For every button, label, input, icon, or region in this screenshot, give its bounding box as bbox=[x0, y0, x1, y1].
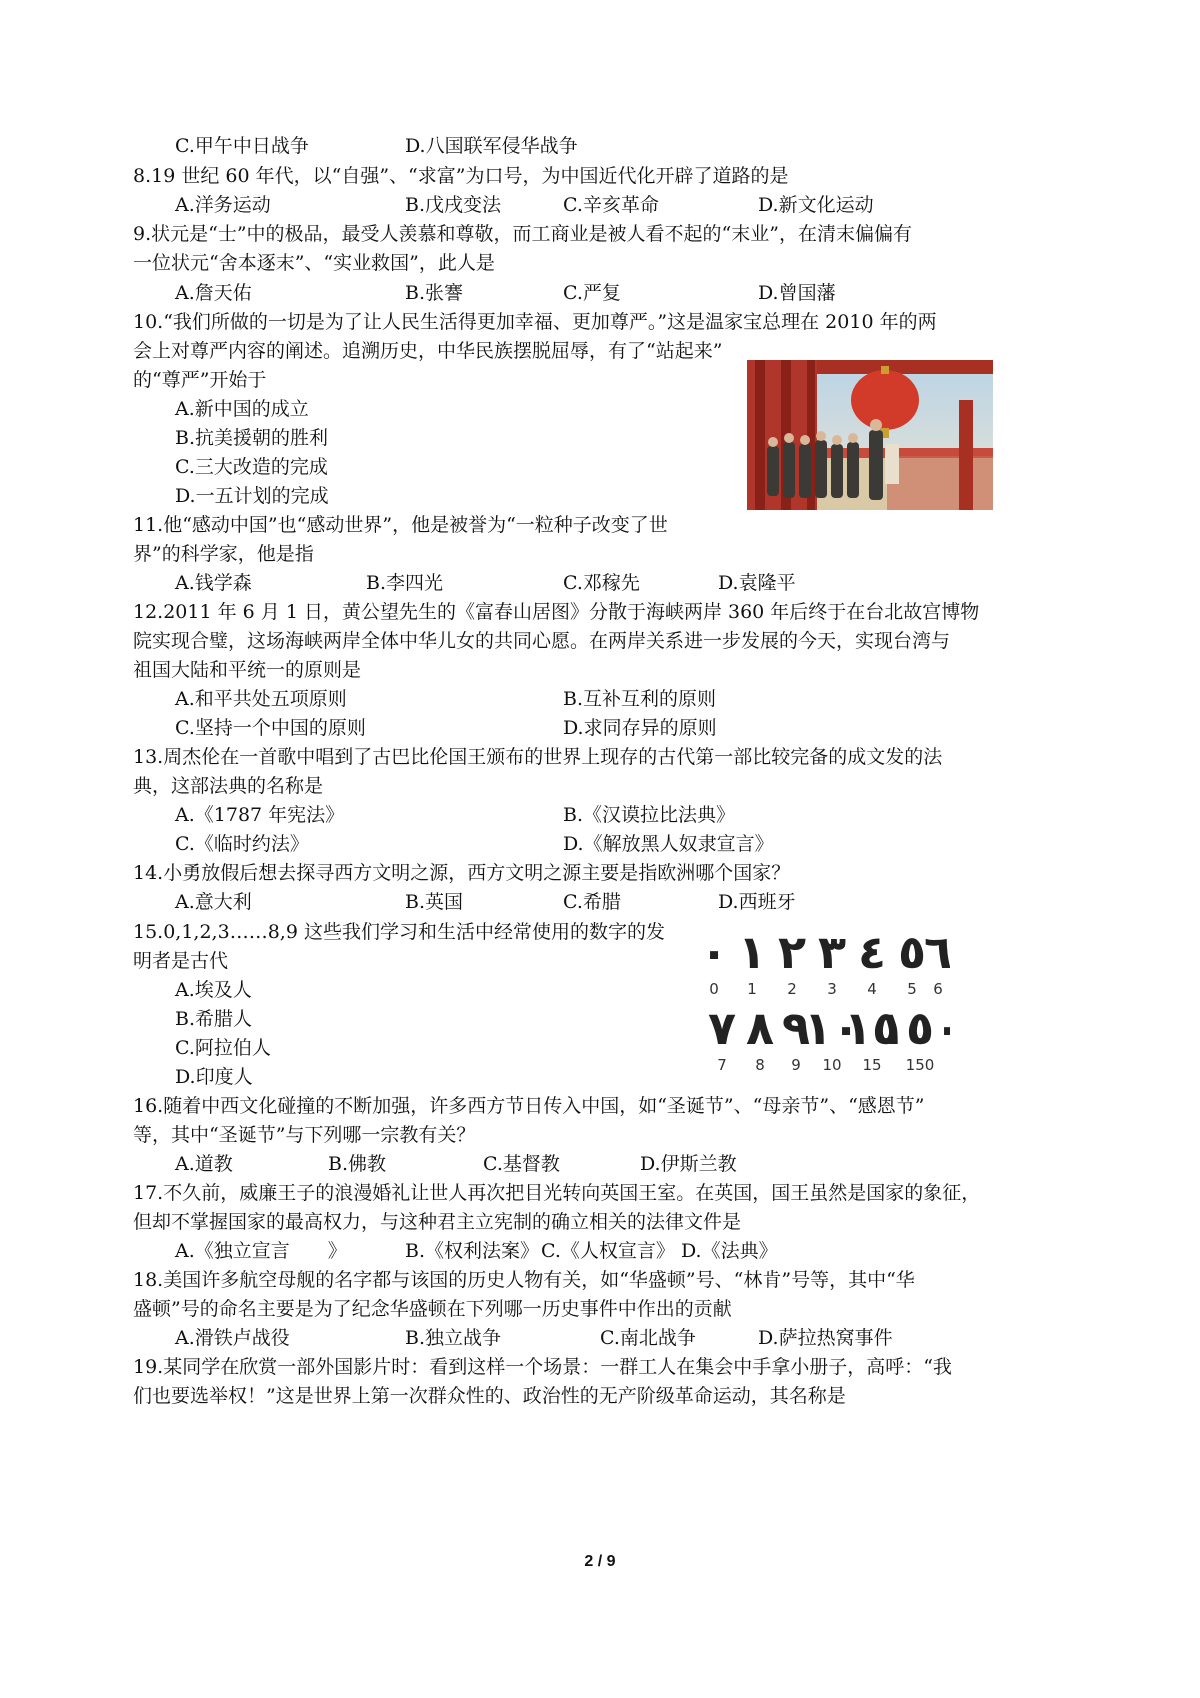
q12-text-1: 12.2011 年 6 月 1 日，黄公望先生的《富春山居图》分散于海峡两岸 360 年后终于在台北故宫博物 bbox=[133, 601, 980, 623]
q17-text-2: 但却不掌握国家的最高权力，与这种君主立宪制的确立相关的法律文件是 bbox=[133, 1211, 742, 1233]
q8-option-b: B.戊戌变法 bbox=[405, 194, 502, 216]
page-number: 2 / 9 bbox=[584, 1553, 616, 1570]
q13-option-a: A.《1787 年宪法》 bbox=[175, 804, 345, 826]
arabic-numeral: ١٥ bbox=[843, 1001, 901, 1055]
q18-option-d: D.萨拉热窝事件 bbox=[758, 1327, 893, 1349]
q14-text: 14.小勇放假后想去探寻西方文明之源，西方文明之源主要是指欧洲哪个国家？ bbox=[133, 862, 791, 884]
q9-option-c: C.严复 bbox=[563, 282, 621, 304]
q11-option-c: C.邓稼先 bbox=[563, 572, 640, 594]
q17-text-1: 17.不久前，威廉王子的浪漫婚礼让世人再次把目光转向英国王室。在英国，国王虽然是国家的象征， bbox=[133, 1182, 981, 1204]
q14-option-a: A.意大利 bbox=[175, 891, 252, 913]
q10-text-2: 会上对尊严内容的阐述。追溯历史，中华民族摆脱屈辱，有了“站起来” bbox=[133, 340, 723, 362]
q10-text-1: 10.“我们所做的一切是为了让人民生活得更加幸福、更加尊严。”这是温家宝总理在 2010 年的两 bbox=[133, 311, 937, 333]
western-numeral: 6 bbox=[933, 980, 943, 998]
q10-text-3: 的“尊严”开始于 bbox=[133, 369, 267, 391]
q16-option-a: A.道教 bbox=[175, 1153, 233, 1175]
q14-option-d: D.西班牙 bbox=[718, 891, 796, 913]
arabic-numeral: ١ bbox=[737, 925, 767, 979]
q13-option-d: D.《解放黑人奴隶宣言》 bbox=[563, 833, 774, 855]
arabic-numeral: ٢ bbox=[777, 925, 807, 979]
arabic-numeral: ١٠ bbox=[803, 1001, 861, 1055]
arabic-numeral: ٤ bbox=[857, 925, 887, 979]
q12-option-a: A.和平共处五项原则 bbox=[175, 688, 347, 710]
q16-option-b: B.佛教 bbox=[328, 1153, 387, 1175]
western-numeral: 7 bbox=[717, 1056, 727, 1074]
q15-option-d: D.印度人 bbox=[175, 1066, 253, 1088]
q10-option-b: B.抗美援朝的胜利 bbox=[175, 427, 329, 449]
q12-option-b: B.互补互利的原则 bbox=[563, 688, 717, 710]
arabic-numeral: ٧ bbox=[707, 1001, 737, 1055]
q11-option-a: A.钱学森 bbox=[175, 572, 252, 594]
western-numeral: 2 bbox=[787, 980, 797, 998]
q12-text-3: 祖国大陆和平统一的原则是 bbox=[133, 659, 362, 681]
western-numeral: 5 bbox=[907, 980, 917, 998]
q15-text-1: 15.0,1,2,3……8,9 这些我们学习和生活中经常使用的数字的发 bbox=[133, 921, 665, 943]
western-numeral: 4 bbox=[867, 980, 877, 998]
q11-option-d: D.袁隆平 bbox=[718, 572, 796, 594]
q8-option-a: A.洋务运动 bbox=[175, 194, 271, 216]
q13-text-2: 典，这部法典的名称是 bbox=[133, 775, 324, 797]
arabic-numeral: ١٥٠ bbox=[877, 1001, 950, 1055]
q18-option-c: C.南北战争 bbox=[600, 1327, 696, 1349]
q9-text-2: 一位状元“舍本逐末”、“实业救国”，此人是 bbox=[133, 252, 495, 274]
q9-option-b: B.张謇 bbox=[405, 282, 464, 304]
q8-option-d: D.新文化运动 bbox=[758, 194, 874, 216]
q11-text-1: 11.他“感动中国”也“感动世界”，他是被誉为“一粒种子改变了世 bbox=[133, 514, 668, 536]
q15-option-b: B.希腊人 bbox=[175, 1008, 253, 1030]
q17-option-a: A.《独立宣言 》 bbox=[175, 1240, 347, 1262]
western-numeral: 150 bbox=[905, 1056, 935, 1074]
western-numeral: 10 bbox=[822, 1056, 842, 1074]
western-numeral: 0 bbox=[709, 980, 719, 998]
q19-text-2: 们也要选举权！”这是世界上第一次群众性的、政治性的无产阶级革命运动，其名称是 bbox=[133, 1385, 846, 1407]
western-numeral: 15 bbox=[862, 1056, 882, 1074]
q9-option-a: A.詹天佑 bbox=[175, 282, 252, 304]
q12-option-d: D.求同存异的原则 bbox=[563, 717, 717, 739]
q12-option-c: C.坚持一个中国的原则 bbox=[175, 717, 366, 739]
q17-option-c: C.《人权宣言》 bbox=[541, 1240, 675, 1262]
q16-text-2: 等，其中“圣诞节”与下列哪一宗教有关？ bbox=[133, 1124, 476, 1146]
western-numeral: 9 bbox=[791, 1056, 801, 1074]
arabic-numerals-figure bbox=[700, 918, 950, 1078]
q11-option-b: B.李四光 bbox=[366, 572, 444, 594]
western-numeral: 1 bbox=[747, 980, 757, 998]
q13-option-b: B.《汉谟拉比法典》 bbox=[563, 804, 736, 826]
q17-option-d: D.《法典》 bbox=[681, 1240, 778, 1262]
q10-option-c: C.三大改造的完成 bbox=[175, 456, 328, 478]
western-numeral: 8 bbox=[755, 1056, 765, 1074]
q17-option-b: B.《权利法案》 bbox=[405, 1240, 540, 1262]
arabic-numeral: ٠ bbox=[700, 925, 729, 979]
q10-option-d: D.一五计划的完成 bbox=[175, 485, 329, 507]
q18-option-b: B.独立战争 bbox=[405, 1327, 502, 1349]
q18-option-a: A.滑铁卢战役 bbox=[175, 1327, 290, 1349]
founding-ceremony-painting bbox=[747, 360, 993, 510]
q18-text-1: 18.美国许多航空母舰的名字都与该国的历史人物有关，如“华盛顿”号、“林肯”号等，其中“华 bbox=[133, 1269, 915, 1291]
q15-option-a: A.埃及人 bbox=[175, 979, 252, 1001]
q16-text-1: 16.随着中西文化碰撞的不断加强，许多西方节日传入中国，如“圣诞节”、“母亲节”、“感恩节” bbox=[133, 1095, 925, 1117]
q19-text-1: 19.某同学在欣赏一部外国影片时：看到这样一个场景：一群工人在集会中手拿小册子，高呼：“我 bbox=[133, 1356, 952, 1378]
q7-option-c: C.甲午中日战争 bbox=[175, 135, 309, 157]
western-numeral: 3 bbox=[827, 980, 837, 998]
arabic-numeral: ٦ bbox=[923, 925, 950, 979]
arabic-numeral: ٩ bbox=[781, 1001, 811, 1055]
q18-text-2: 盛顿”号的命名主要是为了纪念华盛顿在下列哪一历史事件中作出的贡献 bbox=[133, 1298, 732, 1320]
q14-option-c: C.希腊 bbox=[563, 891, 621, 913]
arabic-numeral: ٣ bbox=[817, 925, 847, 979]
q10-option-a: A.新中国的成立 bbox=[175, 398, 309, 420]
q15-option-c: C.阿拉伯人 bbox=[175, 1037, 271, 1059]
q7-option-d: D.八国联军侵华战争 bbox=[405, 135, 578, 157]
arabic-numeral: ٥ bbox=[897, 925, 927, 979]
q13-text-1: 13.周杰伦在一首歌中唱到了古巴比伦国王颁布的世界上现存的古代第一部比较完备的成文发的法 bbox=[133, 746, 943, 768]
q8-option-c: C.辛亥革命 bbox=[563, 194, 659, 216]
arabic-numeral: ٨ bbox=[745, 1001, 775, 1055]
q9-text-1: 9.状元是“士”中的极品，最受人羡慕和尊敬，而工商业是被人看不起的“末业”，在清末偏偏有 bbox=[133, 223, 912, 245]
q16-option-c: C.基督教 bbox=[483, 1153, 560, 1175]
q14-option-b: B.英国 bbox=[405, 891, 464, 913]
q13-option-c: C.《临时约法》 bbox=[175, 833, 309, 855]
q9-option-d: D.曾国藩 bbox=[758, 282, 836, 304]
q16-option-d: D.伊斯兰教 bbox=[640, 1153, 737, 1175]
q15-text-2: 明者是古代 bbox=[133, 950, 229, 972]
q11-text-2: 界”的科学家，他是指 bbox=[133, 543, 314, 565]
q8-text: 8.19 世纪 60 年代，以“自强”、“求富”为口号，为中国近代化开辟了道路的是 bbox=[133, 165, 789, 187]
q12-text-2: 院实现合璧，这场海峡两岸全体中华儿女的共同心愿。在两岸关系进一步发展的今天，实现台湾与 bbox=[133, 630, 951, 652]
